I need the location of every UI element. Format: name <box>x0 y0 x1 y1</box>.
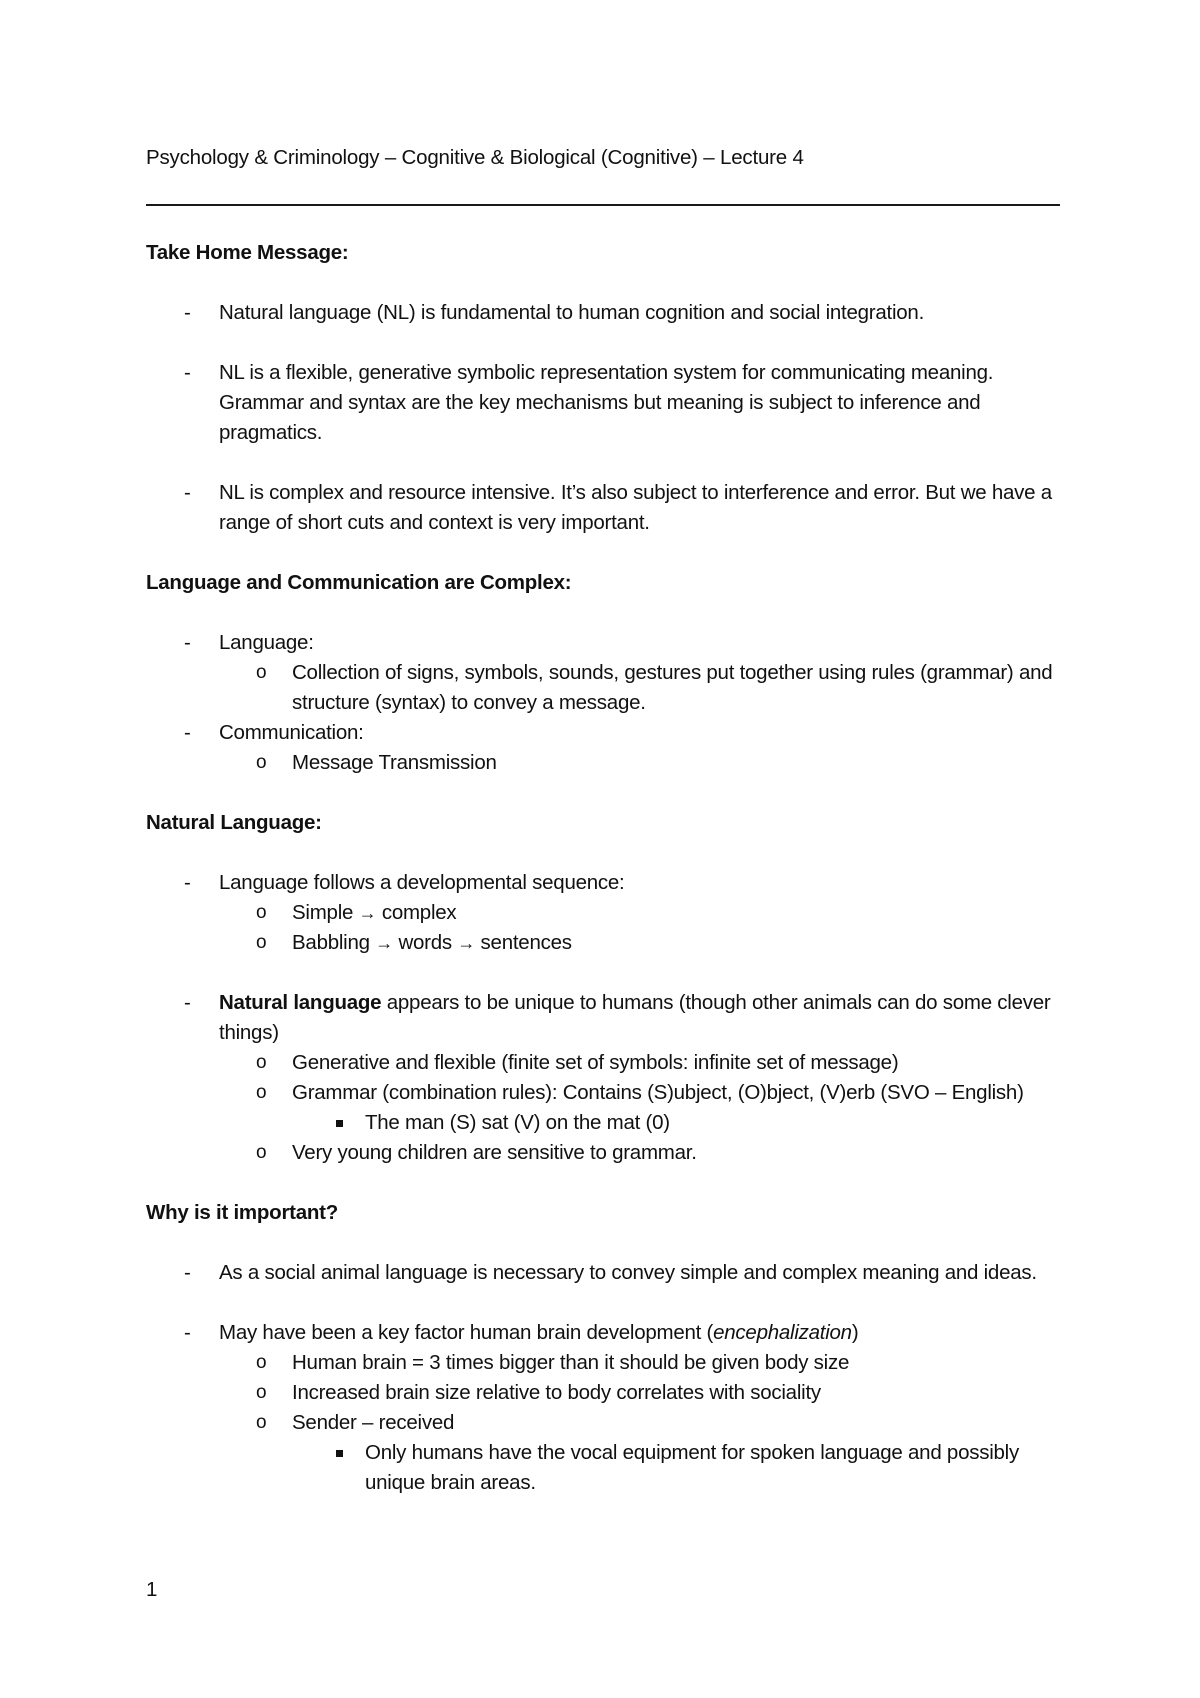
sub-bullet-text: sentences <box>480 931 572 954</box>
bullet-item <box>146 988 1060 1048</box>
sub-bullet-text: Sender – received <box>292 1411 455 1434</box>
dash-marker: - <box>184 1261 191 1284</box>
bullet-text: May have been a key factor human brain development ( <box>219 1321 714 1344</box>
sub-bullet-text: complex <box>381 901 457 924</box>
bullet-item <box>146 1258 1060 1288</box>
section-heading-why-important: Why is it important? <box>146 1201 339 1224</box>
header-rule <box>146 204 1060 206</box>
bullet-item <box>146 628 1060 658</box>
sub-bullet-item <box>146 898 1060 928</box>
sub-bullet-text: Collection of signs, symbols, sounds, gestures put together using rules (grammar) and structure (syntax) to convey a message. <box>292 661 1053 714</box>
arrow-icon: → <box>457 933 476 953</box>
sub-bullet-text: Increased brain size relative to body correlates with sociality <box>292 1381 821 1404</box>
square-bullet-icon <box>336 1450 343 1457</box>
bullet-item <box>146 478 1060 538</box>
circle-marker: o <box>256 902 267 923</box>
bullet-item <box>146 1318 1060 1348</box>
sub-bullet-item <box>146 928 1060 958</box>
section-heading-lang-comm: Language and Communication are Complex: <box>146 571 572 594</box>
document-body <box>146 238 1060 1498</box>
bullet-text: Language follows a developmental sequence: <box>219 871 625 894</box>
bullet-text: NL is a flexible, generative symbolic representation system for communicating meaning. Grammar and syntax are the key mechanisms but meaning is subject to inference and pragmatics. <box>219 361 994 444</box>
sub-bullet-text: Grammar (combination rules): Contains (S)ubject, (O)bject, (V)erb (SVO – English) <box>292 1081 1024 1104</box>
bullet-text: ) <box>851 1321 859 1344</box>
arrow-icon: → <box>358 903 377 923</box>
sub-bullet-text: Simple <box>292 901 354 924</box>
bullet-item <box>146 868 1060 898</box>
bullet-text: Communication: <box>219 721 364 744</box>
bold-term: Natural language <box>219 991 382 1014</box>
section-heading-take-home: Take Home Message: <box>146 241 349 264</box>
bullet-item <box>146 358 1060 448</box>
sub-bullet-text: Human brain = 3 times bigger than it should be given body size <box>292 1351 850 1374</box>
circle-marker: o <box>256 1142 267 1163</box>
bullet-text: Language: <box>219 631 314 654</box>
dash-marker: - <box>184 631 191 654</box>
dash-marker: - <box>184 721 191 744</box>
section-heading-natural-language: Natural Language: <box>146 811 322 834</box>
tertiary-bullet-text: Only humans have the vocal equipment for spoken language and possibly unique brain areas. <box>365 1441 1019 1494</box>
circle-marker: o <box>256 1382 267 1403</box>
dash-marker: - <box>184 991 191 1014</box>
circle-marker: o <box>256 1412 267 1433</box>
sub-bullet-text: Generative and flexible (finite set of symbols: infinite set of message) <box>292 1051 899 1074</box>
bullet-text: As a social animal language is necessary to convey simple and complex meaning and ideas. <box>219 1261 1037 1284</box>
dash-marker: - <box>184 481 191 504</box>
tertiary-bullet-text: The man (S) sat (V) on the mat (0) <box>365 1111 670 1134</box>
sub-bullet-item <box>146 1348 1060 1378</box>
dash-marker: - <box>184 871 191 894</box>
circle-marker: o <box>256 752 267 773</box>
bullet-item <box>146 718 1060 748</box>
sub-bullet-item <box>146 1078 1060 1108</box>
sub-bullet-item <box>146 1138 1060 1168</box>
sub-bullet-item <box>146 748 1060 778</box>
sub-bullet-item <box>146 1378 1060 1408</box>
sub-bullet-text: Very young children are sensitive to grammar. <box>292 1141 697 1164</box>
tertiary-bullet-item <box>146 1438 1060 1498</box>
circle-marker: o <box>256 1052 267 1073</box>
sub-bullet-item <box>146 1048 1060 1078</box>
circle-marker: o <box>256 662 267 683</box>
dash-marker: - <box>184 1321 191 1344</box>
bullet-item <box>146 298 1060 328</box>
page-number: 1 <box>146 1578 158 1601</box>
document-header: Psychology & Criminology – Cognitive & Biological (Cognitive) – Lecture 4 <box>146 146 804 169</box>
sub-bullet-item <box>146 658 1060 718</box>
tertiary-bullet-item <box>146 1108 1060 1138</box>
circle-marker: o <box>256 1352 267 1373</box>
bullet-text: NL is complex and resource intensive. It’s also subject to interference and error. But we have a range of short cuts and context is very important. <box>219 481 1052 534</box>
bullet-text: appears to be unique to humans (though other animals can do some clever things) <box>219 991 1051 1044</box>
square-bullet-icon <box>336 1120 343 1127</box>
dash-marker: - <box>184 301 191 324</box>
circle-marker: o <box>256 1082 267 1103</box>
sub-bullet-text: Message Transmission <box>292 751 497 774</box>
italic-term: encephalization <box>713 1321 852 1344</box>
circle-marker: o <box>256 932 267 953</box>
sub-bullet-text: Babbling <box>292 931 370 954</box>
sub-bullet-item <box>146 1408 1060 1438</box>
dash-marker: - <box>184 361 191 384</box>
arrow-icon: → <box>375 933 393 953</box>
sub-bullet-text: words <box>398 931 452 954</box>
bullet-text: Natural language (NL) is fundamental to human cognition and social integration. <box>219 301 925 324</box>
